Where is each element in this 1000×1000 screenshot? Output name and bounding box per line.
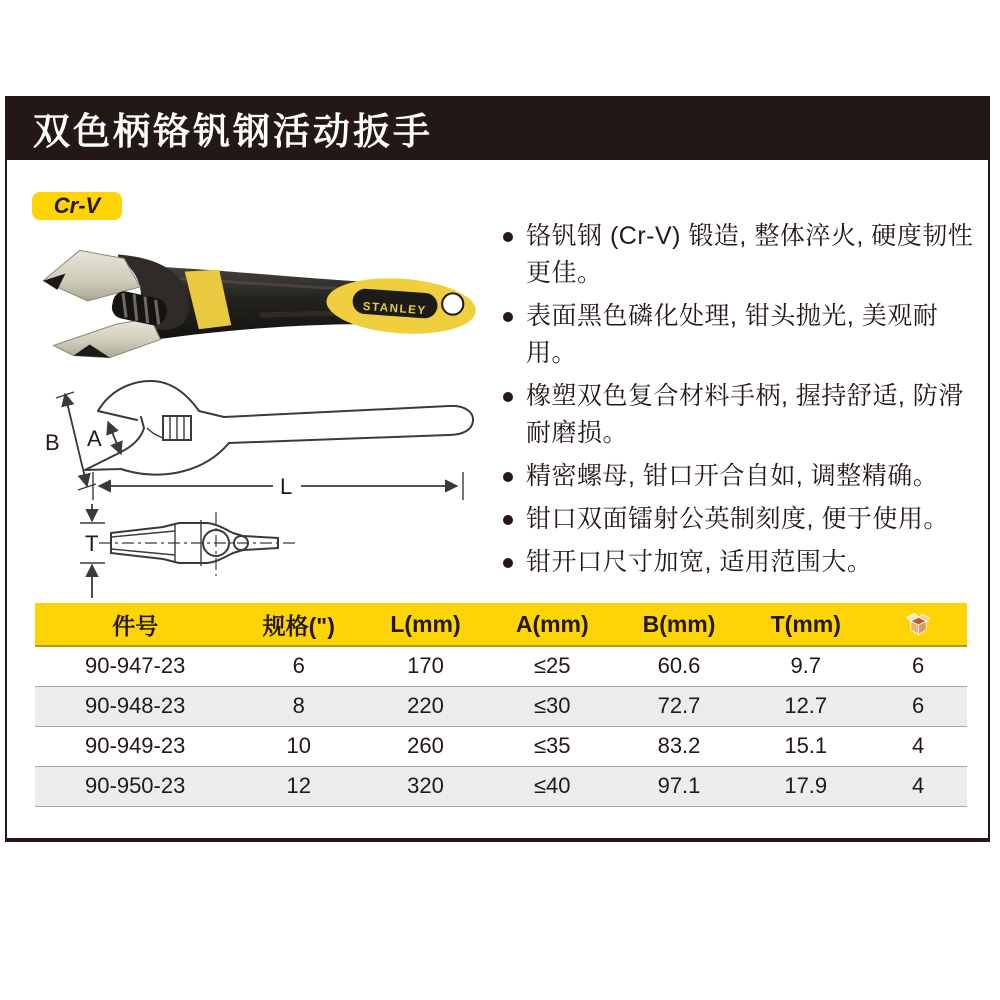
- cell-B: 97.1: [616, 766, 743, 806]
- col-header-L: L(mm): [362, 603, 489, 646]
- cell-size: 12: [235, 766, 362, 806]
- adjuster-knob: [163, 416, 191, 440]
- dimension-label-T: T: [85, 531, 99, 556]
- wrench-outline: [85, 381, 473, 475]
- feature-item: 钳开口尺寸加宽, 适用范围大。: [501, 544, 985, 581]
- page-title-bar: [5, 96, 990, 160]
- cell-B: 72.7: [616, 686, 743, 726]
- feature-item: 铬钒钢 (Cr-V) 锻造, 整体淬火, 硬度韧性更佳。: [501, 218, 985, 292]
- cell-pack: 4: [869, 726, 967, 766]
- cell-pack: 4: [869, 766, 967, 806]
- dimension-label-L: L: [280, 474, 293, 499]
- dimension-T: [80, 504, 105, 598]
- dimension-label-B: B: [45, 430, 60, 455]
- cell-T: 9.7: [742, 646, 869, 686]
- cell-size: 6: [235, 646, 362, 686]
- cell-T: 15.1: [742, 726, 869, 766]
- col-header-size: 规格("): [235, 603, 362, 646]
- col-header-A: A(mm): [489, 603, 616, 646]
- feature-list: [501, 218, 985, 587]
- crv-badge: [32, 192, 122, 220]
- feature-item: 钳口双面镭射公英制刻度, 便于使用。: [501, 501, 985, 538]
- brand-label: STANLEY: [362, 299, 428, 318]
- product-photo-image: [27, 226, 477, 378]
- cell-size: 10: [235, 726, 362, 766]
- cell-A: ≤30: [489, 686, 616, 726]
- dimension-label-A: A: [87, 426, 102, 451]
- cell-A: ≤40: [489, 766, 616, 806]
- page-title: 双色柄铬钒钢活动扳手: [33, 111, 433, 152]
- cell-part-no: 90-947-23: [35, 646, 235, 686]
- spec-table: [35, 603, 967, 807]
- cell-L: 220: [362, 686, 489, 726]
- spec-table-header-row: [35, 603, 967, 646]
- col-header-T: T(mm): [742, 603, 869, 646]
- cell-T: 12.7: [742, 686, 869, 726]
- content-panel: [5, 160, 990, 842]
- crv-badge-label: Cr-V: [53, 193, 101, 218]
- cell-part-no: 90-948-23: [35, 686, 235, 726]
- dimension-L: [93, 472, 463, 500]
- col-header-pack: [869, 603, 967, 646]
- cell-L: 320: [362, 766, 489, 806]
- feature-item: 橡塑双色复合材料手柄, 握持舒适, 防滑耐磨损。: [501, 378, 985, 452]
- dimension-A: [87, 422, 121, 454]
- open-box-icon: [905, 613, 932, 637]
- cell-L: 170: [362, 646, 489, 686]
- table-row: [35, 686, 967, 726]
- cell-pack: 6: [869, 646, 967, 686]
- cell-pack: 6: [869, 686, 967, 726]
- cell-L: 260: [362, 726, 489, 766]
- head-top-outline: [99, 512, 299, 576]
- table-row: [35, 726, 967, 766]
- cell-size: 8: [235, 686, 362, 726]
- cell-part-no: 90-949-23: [35, 726, 235, 766]
- feature-item: 精密螺母, 钳口开合自如, 调整精确。: [501, 458, 985, 495]
- col-header-part-no: 件号: [35, 603, 235, 646]
- cell-part-no: 90-950-23: [35, 766, 235, 806]
- table-row: [35, 646, 967, 686]
- dimension-diagram-side: [27, 372, 499, 502]
- table-row: [35, 766, 967, 806]
- cell-A: ≤25: [489, 646, 616, 686]
- col-header-B: B(mm): [616, 603, 743, 646]
- cell-B: 83.2: [616, 726, 743, 766]
- hang-hole: [442, 293, 463, 314]
- cell-B: 60.6: [616, 646, 743, 686]
- cell-T: 17.9: [742, 766, 869, 806]
- cell-A: ≤35: [489, 726, 616, 766]
- feature-item: 表面黑色磷化处理, 钳头抛光, 美观耐用。: [501, 298, 985, 372]
- dimension-diagram-top: [35, 500, 327, 602]
